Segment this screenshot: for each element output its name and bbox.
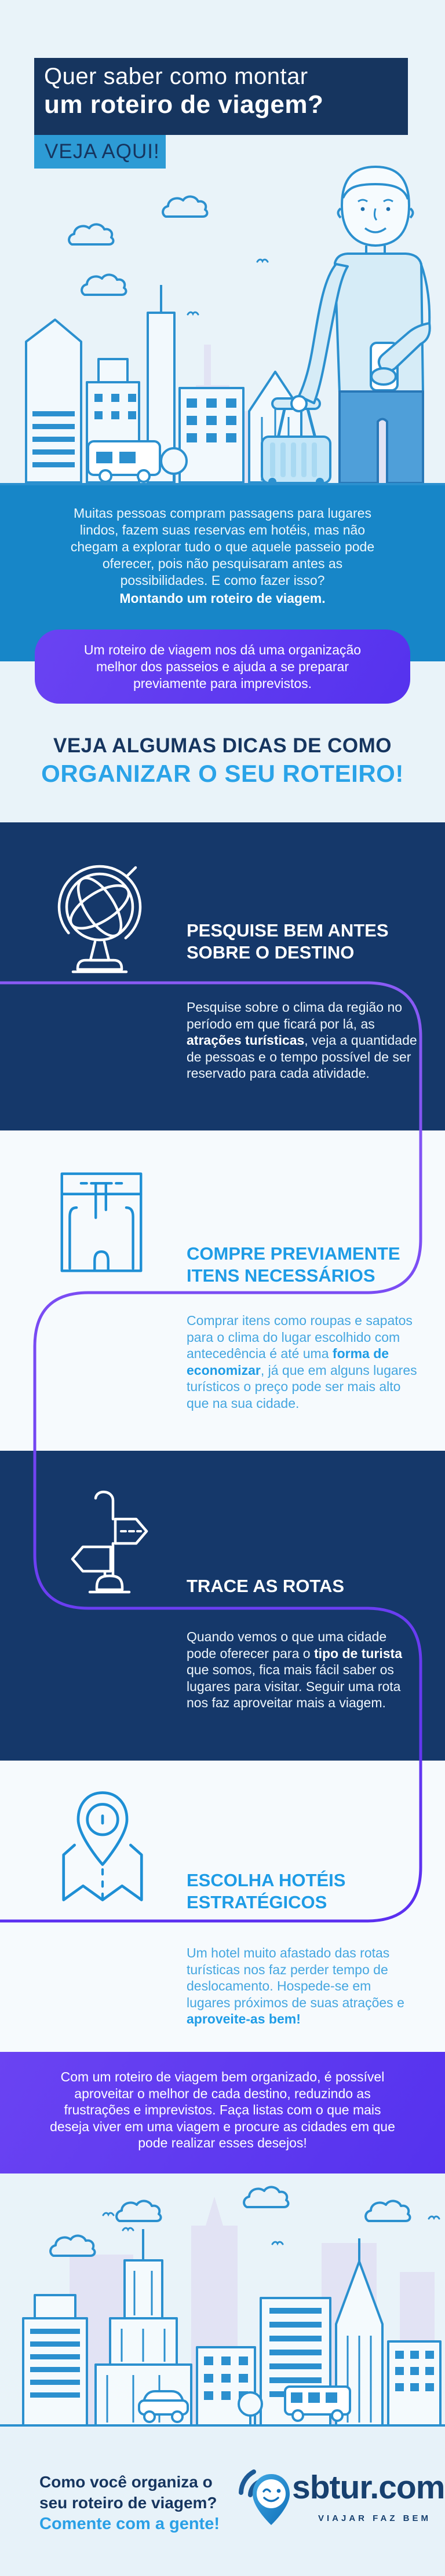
tip3-desc-pre: Quando vemos o que uma cidade pode oferecer para o [187,1629,387,1661]
tip2-title-line2: ITENS NECESSÁRIOS [187,1265,375,1286]
conclusion-text: Com um roteiro de viagem bem organizado, é possível aproveitar o melhor de cada destino, reduzindo as frustrações e imprevistos. Faça listas com o que mais deseja viver em uma viagem e procure as cidades em que pode realizar esses desejos! [50,2069,395,2150]
cloud [116,2201,161,2221]
globe-icon [53,856,146,975]
tip3-title [187,1575,430,1597]
tip1-desc-post: , veja a quantidade de pessoas e o tempo possível de ser reservado para cada atividade. [187,1033,417,1081]
tip3-title-line1: TRACE AS ROTAS [187,1576,345,1596]
map-pin-icon [53,1787,152,1905]
tip2-title [187,1243,430,1287]
highlight-text: Um roteiro de viagem nos dá uma organização melhor dos passeios e ajuda a se preparar previamente para imprevistos. [83,642,362,691]
footer-question-line2: seu roteiro de viagem? [39,2494,217,2512]
tip1-desc-bold: atrações turísticas [187,1033,305,1048]
intro-text-bold: Montando um roteiro de viagem. [119,591,326,606]
cloud [50,2235,94,2256]
section-heading-line2: ORGANIZAR O SEU ROTEIRO! [41,760,404,787]
hero-city-traveler-illustration [0,139,445,485]
bird [123,2228,133,2230]
intro-text-body: Muitas pessoas compram passagens para lugares lindos, fazem suas reservas em hotéis, mas não chegam a explorar tudo o que aquele passeio pode oferecer, pois não pesquisaram antes as possibilidades. E como fazer isso? [70,506,375,588]
cloud [244,2187,288,2207]
tip4-title-line2: ESTRATÉGICOS [187,1892,327,1912]
bird [429,2216,439,2219]
highlight-box [35,630,410,704]
tip3-desc-post: que somos, fica mais fácil saber os lugares para visitar. Seguir uma rota nos faz aproveitar mais a viagem. [187,1662,401,1710]
tip2-desc-pre: Comprar itens como roupas e sapatos para o clima do lugar escolhido com antecedência é até uma [187,1313,413,1361]
sbtur-logo-pin-icon[interactable] [236,2465,292,2530]
tip1-title-line1: PESQUISE BEM ANTES [187,920,389,941]
tip3-description [187,1629,418,1711]
bird [103,2213,114,2215]
shorts-icon [56,1166,147,1279]
section-heading-line1: VEJA ALGUMAS DICAS DE COMO [53,734,392,757]
footer-question-line1: Como você organiza o [39,2473,213,2491]
tip1-title [187,920,430,964]
header-title-line2: um roteiro de viagem? [44,90,324,119]
tip1-desc-pre: Pesquise sobre o clima da região no período em que ficará por lá, as [187,1000,403,1031]
tip4-desc-pre: Um hotel muito afastado das rotas turísticas nos faz perder tempo de deslocamento. Hospede-se em lugares próximos de suas atrações e [187,1945,404,2010]
tip1-description [187,999,418,1082]
tip4-title [187,1869,430,1913]
van [88,441,160,482]
sbtur-tagline: VIAJAR FAZ BEM [318,2513,431,2523]
sbtur-brand-name[interactable]: sbtur.com [292,2469,445,2506]
cloud [69,224,113,244]
footer-comment-cta[interactable]: Comente com a gente! [39,2515,220,2533]
bird [257,259,268,262]
tip4-desc-bold: aproveite-as bem! [187,2011,301,2026]
tip2-description [187,1312,418,1411]
cloud [82,275,126,295]
tip4-title-line1: ESCOLHA HOTÉIS [187,1870,346,1890]
tip3-desc-bold: tipo de turista [313,1645,402,1661]
bird [272,2242,283,2244]
cloud [366,2201,410,2221]
veja-aqui-button[interactable]: VEJA AQUI! [34,135,166,169]
cloud [163,196,207,217]
tip2-title-line1: COMPRE PREVIAMENTE [187,1243,400,1264]
tip1-title-line2: SOBRE O DESTINO [187,942,355,963]
signpost-icon [55,1485,165,1601]
tip2-desc-bold: forma de economizar [187,1346,389,1378]
tip4-description [187,1945,418,2028]
header-title-line1: Quer saber como montar [44,64,308,89]
intro-text [60,505,385,607]
tip2-desc-post: , já que em alguns lugares turísticos o preço pode ser mais alto que na sua cidade. [187,1362,417,1411]
bottom-city-illustration [0,2174,445,2428]
bird [188,312,198,314]
